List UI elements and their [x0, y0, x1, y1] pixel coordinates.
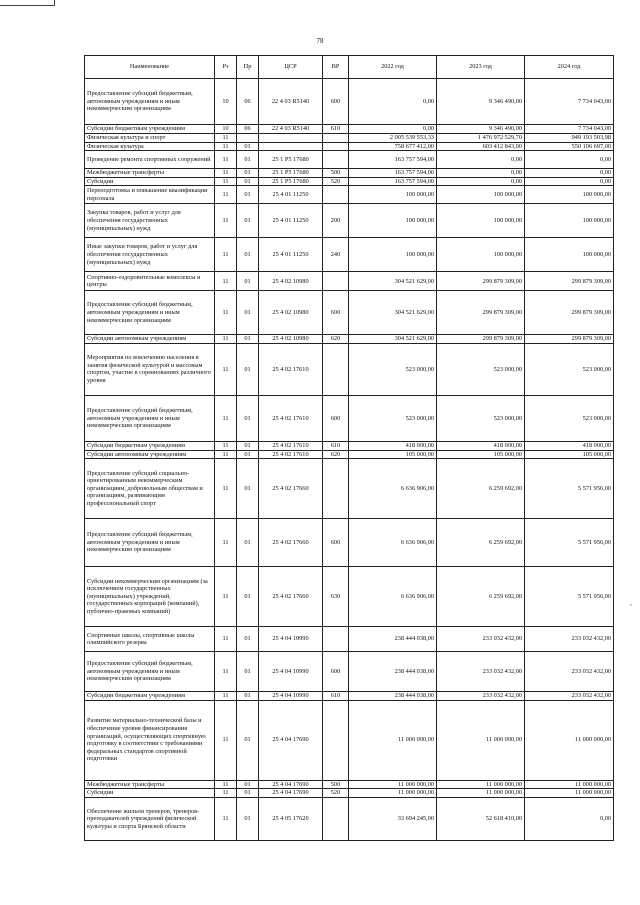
cell-vr: 630: [323, 567, 349, 627]
cell-vr: [323, 459, 349, 519]
cell-rz: 10: [215, 125, 237, 134]
cell-2023: 523 000,00: [437, 395, 525, 441]
header-csr: ЦСР: [259, 56, 323, 79]
cell-pr: [237, 134, 259, 143]
cell-name: Субсидии бюджетным учреждениям: [85, 692, 215, 701]
cell-rz: 11: [215, 692, 237, 701]
cell-2022: 238 444 038,00: [349, 652, 437, 692]
table-row: [85, 204, 614, 238]
cell-2022: 100 000,00: [349, 238, 437, 272]
cell-2022: 100 000,00: [349, 186, 437, 204]
cell-2024: 949 193 503,98: [525, 134, 614, 143]
cell-2024: 100 000,00: [525, 186, 614, 204]
corner-mark: [0, 0, 55, 6]
cell-csr: 25 4 02 17610: [259, 450, 323, 459]
cell-2023: 523 000,00: [437, 343, 525, 395]
cell-2022: 238 444 038,00: [349, 692, 437, 701]
cell-rz: 11: [215, 335, 237, 344]
cell-csr: 25 4 01 11250: [259, 238, 323, 272]
header-name: Наименование: [85, 56, 215, 79]
cell-vr: 200: [323, 204, 349, 238]
cell-2024: 0,00: [525, 177, 614, 186]
header-2022: 2022 год: [349, 56, 437, 79]
cell-2023: 6 259 692,00: [437, 567, 525, 627]
cell-pr: 01: [237, 627, 259, 652]
cell-rz: 11: [215, 652, 237, 692]
cell-2023: 9 346 490,00: [437, 125, 525, 134]
table-row: [85, 125, 614, 134]
table-row: [85, 335, 614, 344]
table-row: [85, 700, 614, 780]
cell-pr: 01: [237, 272, 259, 291]
cell-2022: 11 000 000,00: [349, 789, 437, 798]
header-2024: 2024 год: [525, 56, 614, 79]
cell-rz: 11: [215, 700, 237, 780]
cell-2023: 11 000 000,00: [437, 700, 525, 780]
table-row: [85, 186, 614, 204]
cell-name: Физическая культура и спорт: [85, 134, 215, 143]
cell-2023: 6 259 692,00: [437, 519, 525, 567]
cell-vr: [323, 186, 349, 204]
cell-2023: 6 259 692,00: [437, 459, 525, 519]
cell-2024: 0,00: [525, 169, 614, 178]
cell-name: Субсидии некоммерческим организациям (за исключением государственных (муниципальных) учреждений, государственных корпораций (компаний), публично-правовых компаний): [85, 567, 215, 627]
cell-name: Физическая культура: [85, 142, 215, 151]
cell-2024: 523 000,00: [525, 343, 614, 395]
table-row: [85, 450, 614, 459]
table-row: [85, 151, 614, 169]
cell-rz: 11: [215, 291, 237, 335]
cell-pr: 01: [237, 204, 259, 238]
cell-rz: 11: [215, 142, 237, 151]
cell-2023: 52 618 410,00: [437, 797, 525, 840]
table-row: [85, 79, 614, 125]
table-row: [85, 441, 614, 450]
cell-2023: 11 000 000,00: [437, 789, 525, 798]
cell-vr: 600: [323, 291, 349, 335]
margin-mark: ,: [630, 598, 632, 607]
cell-pr: 01: [237, 395, 259, 441]
cell-pr: 06: [237, 125, 259, 134]
cell-csr: 25 1 P5 17680: [259, 177, 323, 186]
cell-2024: 11 000 000,00: [525, 780, 614, 789]
cell-rz: 11: [215, 797, 237, 840]
cell-csr: 22 4 03 R5140: [259, 125, 323, 134]
cell-csr: 25 4 02 17660: [259, 567, 323, 627]
cell-csr: 25 4 02 17610: [259, 441, 323, 450]
cell-csr: 25 4 04 10990: [259, 652, 323, 692]
cell-2022: 304 521 629,00: [349, 335, 437, 344]
cell-name: Предоставление субсидий бюджетным, автономным учреждениям и иным некоммерческим организациям: [85, 79, 215, 125]
table-row: [85, 291, 614, 335]
cell-csr: [259, 134, 323, 143]
cell-csr: 25 4 02 10980: [259, 291, 323, 335]
cell-pr: 01: [237, 142, 259, 151]
cell-pr: 01: [237, 692, 259, 701]
cell-rz: 11: [215, 441, 237, 450]
cell-2024: 299 879 309,00: [525, 272, 614, 291]
cell-pr: 06: [237, 79, 259, 125]
cell-vr: 600: [323, 79, 349, 125]
cell-csr: 25 4 02 17660: [259, 459, 323, 519]
cell-2023: 9 346 490,00: [437, 79, 525, 125]
cell-rz: 11: [215, 459, 237, 519]
cell-2022: 304 521 629,00: [349, 291, 437, 335]
page-number: 78: [316, 37, 324, 45]
table-body: [85, 79, 614, 841]
cell-rz: 11: [215, 151, 237, 169]
header-2023: 2023 год: [437, 56, 525, 79]
cell-vr: 520: [323, 177, 349, 186]
cell-2022: 11 000 000,00: [349, 700, 437, 780]
cell-2024: 5 571 956,00: [525, 567, 614, 627]
cell-csr: 25 4 01 11250: [259, 204, 323, 238]
cell-2024: 7 734 043,00: [525, 79, 614, 125]
cell-2024: 523 000,00: [525, 395, 614, 441]
cell-csr: 25 4 02 17610: [259, 395, 323, 441]
cell-vr: 610: [323, 692, 349, 701]
cell-vr: [323, 272, 349, 291]
cell-name: Субсидии бюджетным учреждениям: [85, 125, 215, 134]
cell-rz: 10: [215, 79, 237, 125]
cell-name: Межбюджетные трансферты: [85, 169, 215, 178]
cell-2022: 163 757 594,00: [349, 177, 437, 186]
cell-pr: 01: [237, 186, 259, 204]
cell-rz: 11: [215, 395, 237, 441]
cell-2023: 233 032 432,00: [437, 692, 525, 701]
cell-2022: 523 000,00: [349, 395, 437, 441]
header-vr: ВР: [323, 56, 349, 79]
cell-2023: 100 000,00: [437, 238, 525, 272]
table-row: [85, 272, 614, 291]
cell-vr: [323, 134, 349, 143]
cell-csr: 25 4 02 10980: [259, 335, 323, 344]
cell-2023: 299 879 309,00: [437, 335, 525, 344]
cell-rz: 11: [215, 450, 237, 459]
cell-pr: 01: [237, 335, 259, 344]
table-row: [85, 519, 614, 567]
cell-name: Спортивно-оздоровительные комплексы и центры: [85, 272, 215, 291]
cell-2023: 603 412 843,00: [437, 142, 525, 151]
cell-name: Спортивные школы, спортивные школы олимпийского резерва: [85, 627, 215, 652]
cell-pr: 01: [237, 441, 259, 450]
cell-csr: 25 4 02 17660: [259, 519, 323, 567]
cell-vr: 610: [323, 441, 349, 450]
cell-name: Предоставление субсидий социально-ориентированным некоммерческим организациям, добровольным обществам и организациям, развивающим профессиональный спорт: [85, 459, 215, 519]
table-row: [85, 238, 614, 272]
cell-name: Предоставление субсидий бюджетным, автономным учреждениям и иным некоммерческим организациям: [85, 519, 215, 567]
cell-pr: 01: [237, 780, 259, 789]
cell-name: Субсидии: [85, 789, 215, 798]
cell-rz: 11: [215, 169, 237, 178]
cell-rz: 11: [215, 343, 237, 395]
cell-2024: 418 000,00: [525, 441, 614, 450]
cell-vr: 600: [323, 395, 349, 441]
cell-rz: 11: [215, 780, 237, 789]
cell-2024: 299 879 309,00: [525, 291, 614, 335]
cell-pr: 01: [237, 459, 259, 519]
cell-2024: 11 000 000,00: [525, 700, 614, 780]
cell-2023: 100 000,00: [437, 204, 525, 238]
table-row: [85, 692, 614, 701]
cell-name: Развитие материально-технической базы и обеспечение уровня финансирования организаций, осуществляющих спортивную подготовку в соответствии с требованиями федеральных стандартов спортивной подготовки: [85, 700, 215, 780]
cell-name: Иные закупки товаров, работ и услуг для обеспечения государственных (муниципальных) нужд: [85, 238, 215, 272]
cell-name: Закупка товаров, работ и услуг для обеспечения государственных (муниципальных) нужд: [85, 204, 215, 238]
cell-rz: 11: [215, 238, 237, 272]
cell-csr: 25 4 04 17690: [259, 789, 323, 798]
table-row: [85, 459, 614, 519]
cell-2022: 163 757 594,00: [349, 151, 437, 169]
cell-2023: 299 879 309,00: [437, 291, 525, 335]
cell-name: Мероприятия по вовлечению населения в занятия физической культурой и массовым спортом, участие в соревнованиях различного уровня: [85, 343, 215, 395]
cell-rz: 11: [215, 204, 237, 238]
cell-pr: 01: [237, 700, 259, 780]
table-row: [85, 797, 614, 840]
cell-name: Субсидии автономным учреждениям: [85, 450, 215, 459]
cell-pr: 01: [237, 343, 259, 395]
cell-rz: 11: [215, 186, 237, 204]
cell-2023: 233 032 432,00: [437, 627, 525, 652]
cell-vr: [323, 343, 349, 395]
cell-2022: 163 757 594,00: [349, 169, 437, 178]
cell-rz: 11: [215, 519, 237, 567]
cell-pr: 01: [237, 797, 259, 840]
cell-2024: 105 000,00: [525, 450, 614, 459]
cell-csr: 25 4 01 11250: [259, 186, 323, 204]
cell-2024: 0,00: [525, 151, 614, 169]
cell-2023: 299 879 309,00: [437, 272, 525, 291]
cell-2022: 11 000 000,00: [349, 780, 437, 789]
cell-csr: 22 4 03 R5140: [259, 79, 323, 125]
cell-pr: 01: [237, 789, 259, 798]
cell-2022: 105 000,00: [349, 450, 437, 459]
cell-vr: [323, 700, 349, 780]
table-row: [85, 789, 614, 798]
cell-2022: 523 000,00: [349, 343, 437, 395]
cell-2024: 233 032 432,00: [525, 692, 614, 701]
cell-2022: 758 677 412,00: [349, 142, 437, 151]
cell-2023: 1 476 972 529,70: [437, 134, 525, 143]
cell-csr: 25 4 02 10980: [259, 272, 323, 291]
cell-2022: 418 000,00: [349, 441, 437, 450]
cell-vr: [323, 142, 349, 151]
cell-name: Предоставление субсидий бюджетным, автономным учреждениям и иным некоммерческим организациям: [85, 395, 215, 441]
cell-2023: 100 000,00: [437, 186, 525, 204]
cell-pr: 01: [237, 450, 259, 459]
cell-2023: 0,00: [437, 151, 525, 169]
cell-2024: 550 106 697,00: [525, 142, 614, 151]
cell-pr: 01: [237, 177, 259, 186]
table-row: [85, 134, 614, 143]
cell-csr: 25 1 P5 17680: [259, 169, 323, 178]
table-row: [85, 567, 614, 627]
cell-2022: 6 636 906,00: [349, 459, 437, 519]
table-row: [85, 627, 614, 652]
cell-2022: 304 521 629,00: [349, 272, 437, 291]
cell-name: Проведение ремонта спортивных сооружений: [85, 151, 215, 169]
cell-name: Предоставление субсидий бюджетным, автономным учреждениям и иным некоммерческим организациям: [85, 291, 215, 335]
cell-2024: 5 571 956,00: [525, 519, 614, 567]
cell-pr: 01: [237, 169, 259, 178]
cell-pr: 01: [237, 519, 259, 567]
cell-rz: 11: [215, 134, 237, 143]
cell-vr: 520: [323, 789, 349, 798]
cell-pr: 01: [237, 151, 259, 169]
cell-csr: [259, 142, 323, 151]
cell-2022: 33 694 245,00: [349, 797, 437, 840]
cell-2024: 0,00: [525, 797, 614, 840]
cell-2023: 105 000,00: [437, 450, 525, 459]
cell-vr: [323, 797, 349, 840]
cell-vr: 600: [323, 652, 349, 692]
cell-2022: 6 636 906,00: [349, 567, 437, 627]
table-row: [85, 169, 614, 178]
cell-name: Субсидии бюджетным учреждениям: [85, 441, 215, 450]
table-row: [85, 343, 614, 395]
table-row: [85, 177, 614, 186]
cell-name: Обеспечение жильем тренеров, тренеров-преподавателей учреждений физической культуры и спорта Брянской области: [85, 797, 215, 840]
table-row: [85, 780, 614, 789]
cell-csr: 25 4 04 10990: [259, 692, 323, 701]
cell-vr: 500: [323, 780, 349, 789]
header-rz: Рз: [215, 56, 237, 79]
cell-pr: 01: [237, 567, 259, 627]
cell-name: Переподготовка и повышение квалификации персонала: [85, 186, 215, 204]
cell-vr: [323, 627, 349, 652]
cell-2022: 0,00: [349, 79, 437, 125]
cell-2024: 100 000,00: [525, 204, 614, 238]
cell-2022: 0,00: [349, 125, 437, 134]
cell-2023: 0,00: [437, 177, 525, 186]
budget-table: [84, 55, 614, 841]
cell-name: Межбюджетные трансферты: [85, 780, 215, 789]
table-row: [85, 652, 614, 692]
cell-vr: [323, 151, 349, 169]
cell-vr: 500: [323, 169, 349, 178]
cell-vr: 620: [323, 335, 349, 344]
cell-2024: 233 032 432,00: [525, 652, 614, 692]
header-pr: Пр: [237, 56, 259, 79]
table-row: [85, 142, 614, 151]
cell-2023: 11 000 000,00: [437, 780, 525, 789]
cell-csr: 25 4 05 17620: [259, 797, 323, 840]
cell-rz: 11: [215, 789, 237, 798]
cell-2022: 2 005 539 553,33: [349, 134, 437, 143]
cell-vr: 240: [323, 238, 349, 272]
cell-pr: 01: [237, 291, 259, 335]
cell-rz: 11: [215, 567, 237, 627]
cell-name: Предоставление субсидий бюджетным, автономным учреждениям и иным некоммерческим организациям: [85, 652, 215, 692]
cell-2023: 233 032 432,00: [437, 652, 525, 692]
cell-rz: 11: [215, 627, 237, 652]
cell-2023: 0,00: [437, 169, 525, 178]
cell-2023: 418 000,00: [437, 441, 525, 450]
cell-2024: 7 734 043,00: [525, 125, 614, 134]
cell-csr: 25 1 P5 17680: [259, 151, 323, 169]
table-header-row: [85, 56, 614, 79]
table-row: [85, 395, 614, 441]
cell-csr: 25 4 04 17690: [259, 700, 323, 780]
cell-2024: 5 571 956,00: [525, 459, 614, 519]
cell-2024: 299 879 309,00: [525, 335, 614, 344]
cell-csr: 25 4 02 17610: [259, 343, 323, 395]
cell-vr: 610: [323, 125, 349, 134]
cell-name: Субсидии автономным учреждениям: [85, 335, 215, 344]
cell-csr: 25 4 04 10990: [259, 627, 323, 652]
cell-2022: 100 000,00: [349, 204, 437, 238]
cell-vr: 620: [323, 450, 349, 459]
cell-pr: 01: [237, 238, 259, 272]
cell-2022: 6 636 906,00: [349, 519, 437, 567]
cell-2024: 11 000 000,00: [525, 789, 614, 798]
cell-rz: 11: [215, 272, 237, 291]
cell-csr: 25 4 04 17690: [259, 780, 323, 789]
cell-name: Субсидии: [85, 177, 215, 186]
cell-2024: 100 000,00: [525, 238, 614, 272]
cell-vr: 600: [323, 519, 349, 567]
cell-pr: 01: [237, 652, 259, 692]
cell-2022: 238 444 038,00: [349, 627, 437, 652]
cell-2024: 233 032 432,00: [525, 627, 614, 652]
cell-rz: 11: [215, 177, 237, 186]
